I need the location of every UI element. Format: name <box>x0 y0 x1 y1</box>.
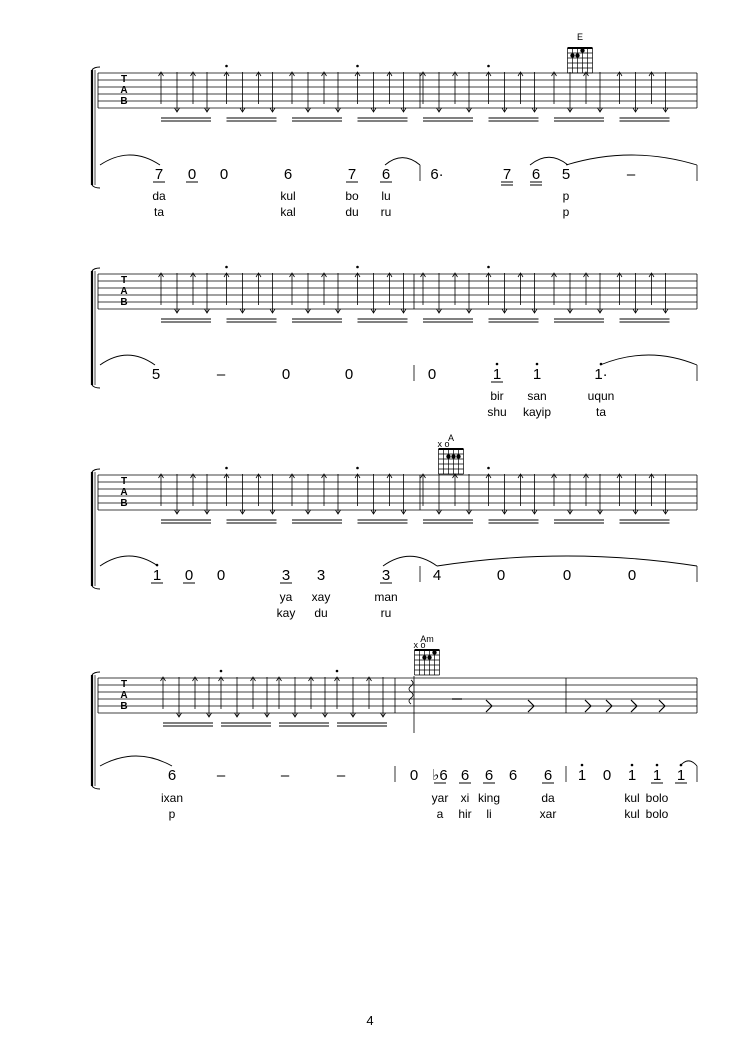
strum-group <box>552 72 605 121</box>
jianpu-note <box>594 363 607 383</box>
strum-group <box>421 474 474 523</box>
bracket-bottom-hook <box>92 185 100 188</box>
note-digit: 0 <box>344 366 354 383</box>
lyric-syllable: kay <box>276 606 296 620</box>
jianpu-note <box>501 166 513 185</box>
lyric-syllable: kayip <box>522 405 552 419</box>
lyric-syllable: xi <box>460 791 470 805</box>
jianpu-note <box>542 767 554 784</box>
chord-finger-dot <box>446 454 450 458</box>
slur <box>530 157 568 165</box>
note-digit: 0 <box>496 567 506 584</box>
note-digit: 0 <box>602 767 612 784</box>
chord-finger-dot <box>451 454 455 458</box>
chord-finger-dot <box>427 655 431 659</box>
note-digit: 5 <box>561 166 571 183</box>
chord-finger-dot <box>580 48 584 52</box>
lyric-syllable: san <box>527 389 547 403</box>
lyric-syllable: du <box>345 205 359 219</box>
tab-clef-letter: B <box>120 96 128 107</box>
lyric-syllable: bolo <box>645 807 669 821</box>
jianpu-note <box>627 166 636 183</box>
note-digit: ♭6 <box>432 767 448 784</box>
jianpu-note <box>281 767 290 784</box>
accent-dot <box>225 467 228 470</box>
tab-clef-letter: A <box>120 286 128 297</box>
bracket-bottom-hook <box>92 586 100 589</box>
note-digit: – <box>216 366 226 383</box>
bracket-bottom-hook <box>92 385 100 388</box>
note-digit: 1 <box>627 767 637 784</box>
jianpu-note <box>430 166 443 183</box>
jianpu-note <box>628 764 636 784</box>
high-octave-dot <box>631 764 634 767</box>
lyric-syllable: kal <box>280 205 296 219</box>
slur <box>100 556 158 566</box>
tab-clef-letter: B <box>120 498 128 509</box>
strum-group <box>277 677 330 726</box>
strum-group <box>159 72 212 121</box>
jianpu-note <box>183 567 195 584</box>
tab-clef-letter: T <box>120 275 128 286</box>
slur <box>600 355 697 365</box>
strum-group <box>161 677 214 726</box>
tab-clef-letter: T <box>120 679 128 690</box>
chord-finger-dot <box>456 454 460 458</box>
note-digit: 6 <box>460 767 470 784</box>
strum-group <box>290 72 343 121</box>
note-digit: 1 <box>676 767 686 784</box>
strum-group <box>617 72 670 121</box>
jianpu-note <box>410 767 418 784</box>
note-digit: 6 <box>508 767 518 784</box>
jianpu-note <box>345 366 353 383</box>
note-digit: 0 <box>184 567 194 584</box>
accent-dot <box>225 65 228 68</box>
jianpu-note <box>509 767 517 784</box>
high-octave-dot <box>496 363 499 366</box>
accent-dot <box>220 670 223 673</box>
strum-group <box>290 273 343 322</box>
jianpu-note <box>483 767 495 784</box>
jianpu-note <box>217 767 226 784</box>
chord-diagram-a <box>438 433 464 474</box>
jianpu-note <box>152 366 160 383</box>
note-digit: 6 <box>283 166 293 183</box>
lyric-syllable: ru <box>380 205 392 219</box>
note-digit: 6 <box>381 166 391 183</box>
lyric-syllable: xar <box>539 807 557 821</box>
lyric-syllable: king <box>477 791 501 805</box>
jianpu-note <box>151 564 163 584</box>
high-octave-dot <box>536 363 539 366</box>
note-digit: 0 <box>427 366 437 383</box>
note-digit: 6 <box>484 767 494 784</box>
lyric-syllable: li <box>486 807 492 821</box>
chord-finger-dot <box>432 650 436 654</box>
bracket-bottom-hook <box>92 786 100 789</box>
jianpu-note <box>168 767 176 784</box>
strum-group <box>421 273 474 322</box>
note-digit: 1 <box>152 567 162 584</box>
chord-name: A <box>447 433 455 443</box>
chord-open-muted-marks: x o <box>437 439 450 449</box>
jianpu-note <box>380 166 392 183</box>
chord-name: Am <box>420 634 434 644</box>
note-digit: 0 <box>281 366 291 383</box>
jianpu-note <box>530 166 542 185</box>
chord-diagram-e <box>568 32 593 73</box>
strum-group <box>617 273 670 322</box>
chord-name: E <box>576 32 584 42</box>
note-digit: 0 <box>216 567 226 584</box>
note-digit: 7 <box>154 166 164 183</box>
slur <box>383 556 437 566</box>
jianpu-note <box>217 366 226 383</box>
system-1 <box>92 65 697 219</box>
slur <box>680 761 697 766</box>
chord-finger-dot <box>570 53 574 57</box>
lyric-syllable: uqun <box>587 389 615 403</box>
note-digit: – <box>216 767 226 784</box>
lyric-syllable: da <box>152 189 166 203</box>
tab-clef-letter: A <box>120 690 128 701</box>
accent-dot <box>356 65 359 68</box>
note-digit: 1· <box>594 366 608 383</box>
note-digit: 3 <box>316 567 326 584</box>
chord-open-muted-marks: x o <box>413 640 426 650</box>
lyric-syllable: p <box>168 807 176 821</box>
note-digit: 7 <box>347 166 357 183</box>
jianpu-note <box>533 363 541 383</box>
lyric-syllable: bir <box>490 389 504 403</box>
jianpu-note <box>603 767 611 784</box>
note-digit: 3 <box>281 567 291 584</box>
lyric-syllable: a <box>436 807 444 821</box>
lyric-syllable: p <box>562 205 570 219</box>
note-digit: 5 <box>151 366 161 383</box>
strum-group <box>552 474 605 523</box>
strum-group <box>290 474 343 523</box>
accent-dot <box>356 266 359 269</box>
jianpu-note <box>186 166 198 183</box>
lyric-syllable: kul <box>624 807 640 821</box>
lyric-syllable: shu <box>487 405 507 419</box>
jianpu-note <box>497 567 505 584</box>
lyric-syllable: lu <box>381 189 391 203</box>
bracket-top-hook <box>92 67 100 70</box>
strum-group <box>617 474 670 523</box>
jianpu-note <box>563 567 571 584</box>
strum-group <box>421 72 474 121</box>
note-digit: 0 <box>409 767 419 784</box>
jianpu-note <box>284 166 292 183</box>
jianpu-note <box>428 366 436 383</box>
bracket-top-hook <box>92 469 100 472</box>
lyric-syllable: man <box>374 590 398 604</box>
jianpu-note <box>217 567 225 584</box>
note-digit: 0 <box>562 567 572 584</box>
tab-clef-letter: T <box>120 476 128 487</box>
lyric-syllable: hir <box>458 807 472 821</box>
jianpu-note <box>578 764 586 784</box>
accent-dot <box>487 467 490 470</box>
jianpu-note <box>651 764 663 784</box>
jianpu-note <box>459 767 471 784</box>
bracket-top-hook <box>92 672 100 675</box>
jianpu-note <box>346 166 358 183</box>
high-octave-dot <box>656 764 659 767</box>
accent-dot <box>487 65 490 68</box>
lyric-syllable: yar <box>431 791 449 805</box>
lyric-syllable: bo <box>345 189 359 203</box>
tab-clef-letter: A <box>120 85 128 96</box>
strum-group <box>159 474 212 523</box>
note-digit: 1 <box>652 767 662 784</box>
lyric-syllable: kul <box>624 791 640 805</box>
jianpu-note <box>675 764 687 784</box>
system-4 <box>92 670 697 821</box>
lyric-syllable: ta <box>595 405 607 419</box>
bracket-top-hook <box>92 268 100 271</box>
jianpu-note <box>562 166 570 183</box>
note-digit: – <box>336 767 346 784</box>
note-digit: 3 <box>381 567 391 584</box>
lyric-syllable: kul <box>280 189 296 203</box>
tab-clef-letter: B <box>120 701 128 712</box>
lyric-syllable: ta <box>153 205 165 219</box>
lyric-syllable: bolo <box>645 791 669 805</box>
tab-clef-letter: T <box>120 74 128 85</box>
jianpu-note <box>628 567 636 584</box>
slur <box>100 155 160 165</box>
lyric-syllable: du <box>314 606 328 620</box>
chord-finger-dot <box>422 655 426 659</box>
accent-dot <box>356 467 359 470</box>
note-digit: 4 <box>432 567 442 584</box>
jianpu-note <box>220 166 228 183</box>
page-number: 4 <box>366 1013 374 1028</box>
note-digit: 6 <box>167 767 177 784</box>
note-digit: – <box>280 767 290 784</box>
jianpu-note <box>153 166 165 183</box>
lyric-syllable: ixan <box>160 791 184 805</box>
slur <box>385 158 420 165</box>
high-octave-dot <box>581 764 584 767</box>
slur <box>100 756 172 766</box>
jianpu-note <box>282 366 290 383</box>
note-digit: 0 <box>219 166 229 183</box>
jianpu-note <box>380 567 392 584</box>
tab-clef-letter: A <box>120 487 128 498</box>
note-digit: 1 <box>532 366 542 383</box>
strum-group <box>552 273 605 322</box>
strum-group <box>159 273 212 322</box>
chord-finger-dot <box>575 53 579 57</box>
lyric-syllable: ya <box>279 590 293 604</box>
note-digit: 6 <box>531 166 541 183</box>
note-digit: 1 <box>492 366 502 383</box>
note-digit: 1 <box>577 767 587 784</box>
note-digit: – <box>626 166 636 183</box>
note-digit: 6· <box>430 166 444 183</box>
jianpu-note <box>433 567 441 584</box>
accent-dot <box>336 670 339 673</box>
lyric-syllable: xay <box>311 590 331 604</box>
slur <box>437 556 697 566</box>
system-2 <box>92 266 697 419</box>
tab-clef-letter: B <box>120 297 128 308</box>
jianpu-note <box>491 363 503 383</box>
slur <box>566 155 697 165</box>
chord-diagram-am <box>414 634 440 675</box>
accent-dot <box>225 266 228 269</box>
note-digit: 0 <box>627 567 637 584</box>
jianpu-note <box>337 767 346 784</box>
note-digit: 6 <box>543 767 553 784</box>
note-digit: 7 <box>502 166 512 183</box>
jianpu-note <box>432 767 447 784</box>
jianpu-note <box>317 567 325 584</box>
jianpu-note <box>280 567 292 584</box>
accent-dot <box>487 266 490 269</box>
lyric-syllable: p <box>562 189 570 203</box>
lyric-syllable: ru <box>380 606 392 620</box>
note-digit: 0 <box>187 166 197 183</box>
slur <box>100 355 155 365</box>
lyric-syllable: da <box>541 791 555 805</box>
system-3 <box>92 467 697 620</box>
